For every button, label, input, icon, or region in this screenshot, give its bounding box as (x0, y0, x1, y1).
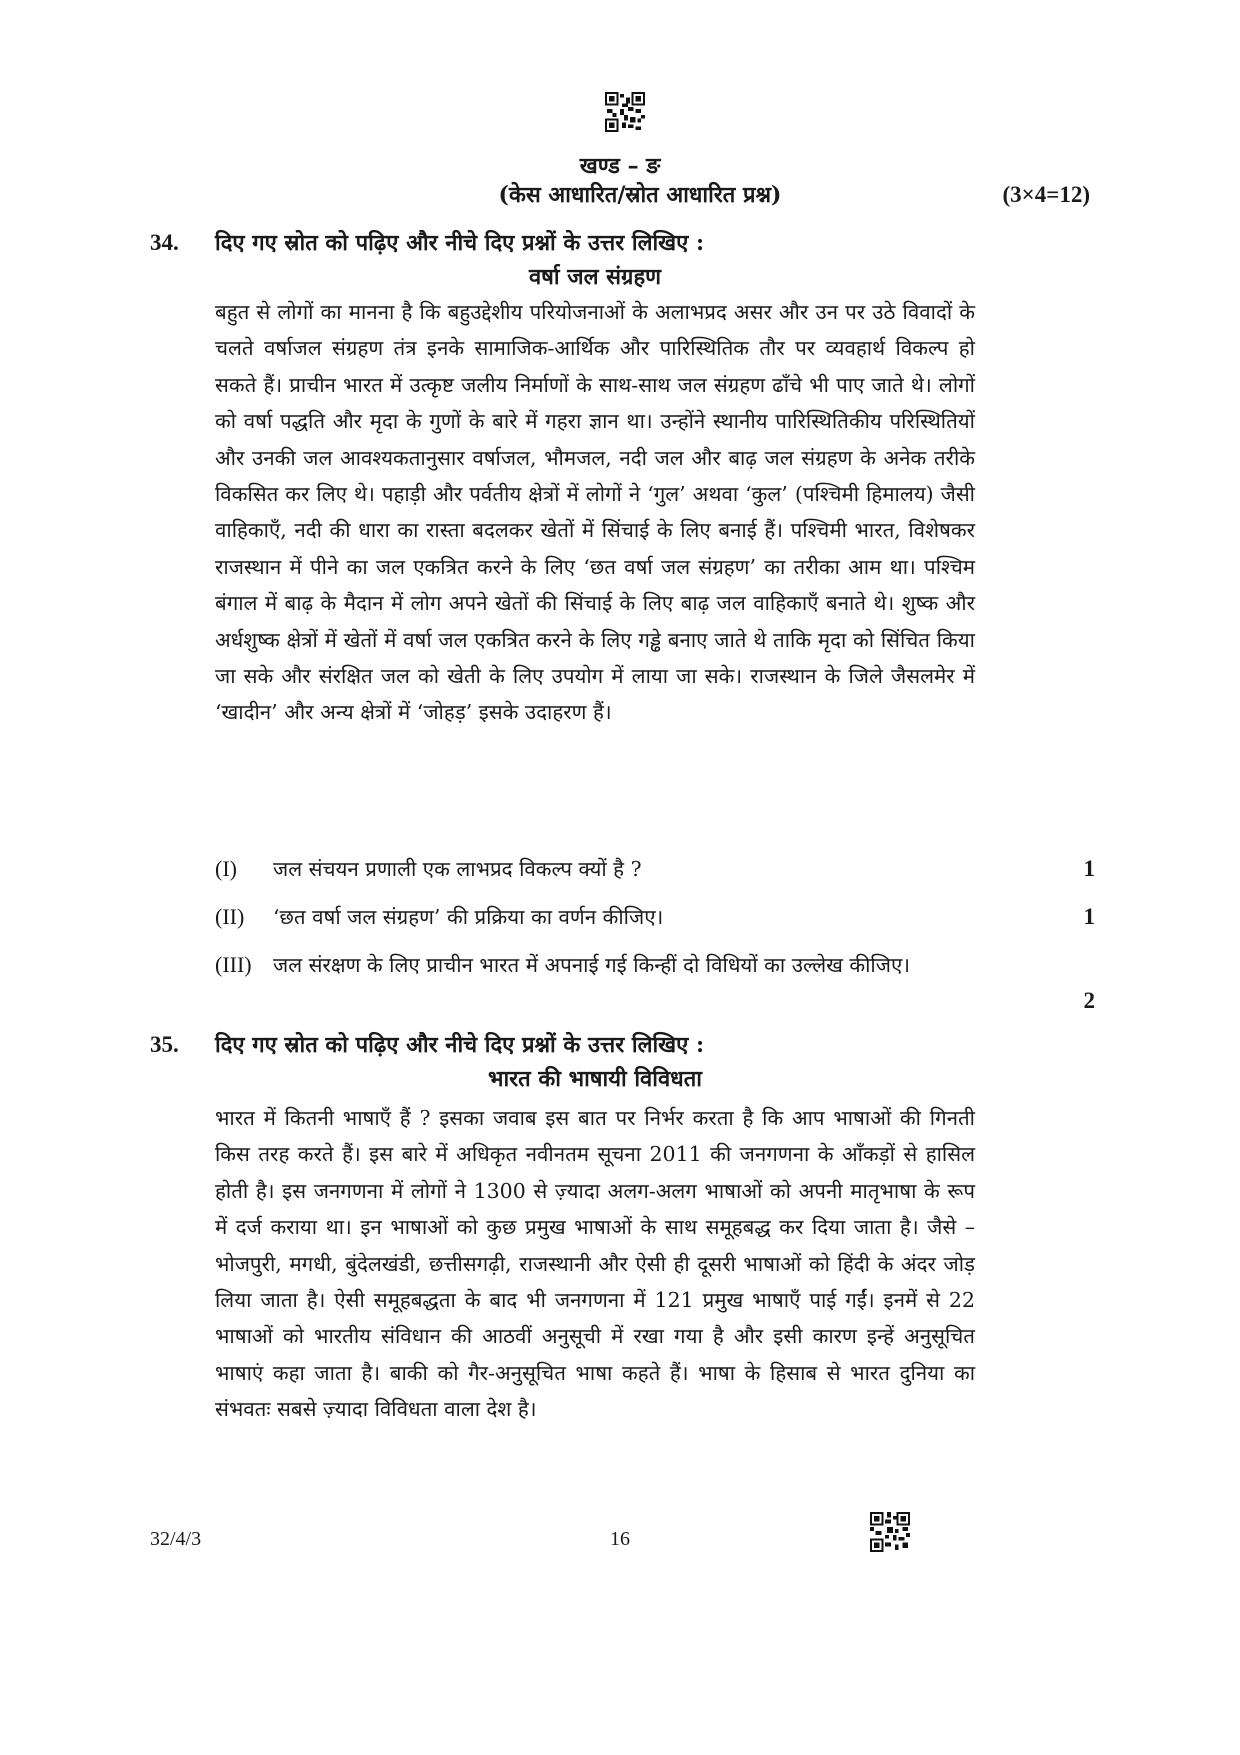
section-title: खण्ड – ङ (579, 153, 661, 179)
subquestion-marks: 1 (1083, 904, 1095, 929)
subquestion-text: जल संचयन प्रणाली एक लाभप्रद विकल्प क्यों है ? (273, 857, 642, 881)
question-34-instruction: दिए गए स्रोत को पढ़िए और नीचे दिए प्रश्नों के उत्तर लिखिए : (215, 230, 705, 256)
subquestion-number: (II) (215, 904, 245, 929)
question-34-passage-title: वर्षा जल संग्रहण (528, 264, 662, 290)
question-35-passage: भारत में कितनी भाषाएँ हैं ? इसका जवाब इस बात पर निर्भर करता है कि आप भाषाओं की गिनती किस तरह करते हैं। इस बारे में अधिकृत नवीनतम सूचना 2011 की जनगणना के आँकड़ों से हासिल होती है। इस जनगणना में लोगों ने 1300 से ज़्यादा अलग-अलग भाषाओं को अपनी मातृभाषा के रूप में दर्ज कराया था। इन भाषाओं को कुछ प्रमुख भाषाओं के साथ समूहबद्ध कर दिया जाता है। जैसे – भोजपुरी, मगधी, बुंदेलखंडी, छत्तीसगढ़ी, राजस्थानी और ऐसी ही दूसरी भाषाओं को हिंदी के अंदर जोड़ लिया जाता है। ऐसी समूहबद्धता के बाद भी जनगणना में 121 प्रमुख भाषाएँ पाई गईं। इनमें से 22 भाषाओं को भारतीय संविधान की आठवीं अनुसूची में रखा गया है और इसी कारण इन्हें अनुसूचित भाषाएं कहा जाता है। बाकी को गैर-अनुसूचित भाषा कहते हैं। भाषा के हिसाब से भारत दुनिया का संभवतः सबसे ज़्यादा विविधता वाला देश है। (215, 1106, 975, 1422)
question-34-subquestion-2 (215, 900, 1095, 934)
subquestion-marks: 2 (1083, 988, 1095, 1013)
section-subtitle: (केस आधारित/स्रोत आधारित प्रश्न) (498, 182, 782, 208)
page-number: 16 (610, 1528, 630, 1550)
subquestion-marks: 1 (1083, 856, 1095, 881)
subquestion-number: (III) (215, 952, 252, 977)
question-34-number: 34. (150, 230, 179, 255)
subquestion-text: जल संरक्षण के लिए प्राचीन भारत में अपनाई गई किन्हीं दो विधियों का उल्लेख कीजिए। (273, 953, 911, 977)
question-34-passage: बहुत से लोगों का मानना है कि बहुउद्देशीय परियोजनाओं के अलाभप्रद असर और उन पर उठे विवादों के चलते वर्षाजल संग्रहण तंत्र इनके सामाजिक-आर्थिक और पारिस्थितिक तौर पर व्यवहार्थ विकल्प हो सकते हैं। प्राचीन भारत में उत्कृष्ट जलीय निर्माणों के साथ-साथ जल संग्रहण ढाँचे भी पाए जाते थे। लोगों को वर्षा पद्धति और मृदा के गुणों के बारे में गहरा ज्ञान था। उन्होंने स्थानीय पारिस्थितिकीय परिस्थितियों और उनकी जल आवश्यकतानुसार वर्षाजल, भौमजल, नदी जल और बाढ़ जल संग्रहण के अनेक तरीके विकसित कर लिए थे। पहाड़ी और पर्वतीय क्षेत्रों में लोगों ने ‘गुल’ अथवा ‘कुल’ (पश्चिमी हिमालय) जैसी वाहिकाएँ, नदी की धारा का रास्ता बदलकर खेतों में सिंचाई के लिए बनाई हैं। पश्चिमी भारत, विशेषकर राजस्थान में पीने का जल एकत्रित करने के लिए ‘छत वर्षा जल संग्रहण’ का तरीका आम था। पश्चिम बंगाल में बाढ़ के मैदान में लोग अपने खेतों की सिंचाई के लिए बाढ़ जल वाहिकाएँ बनाते थे। शुष्क और अर्धशुष्क क्षेत्रों में खेतों में वर्षा जल एकत्रित करने के लिए गड्ढे बनाए जाते थे ताकि मृदा को सिंचित किया जा सके और संरक्षित जल को खेती के लिए उपयोग में लाया जा सके। राजस्थान के जिले जैसलमेर में ‘खादीन’ और अन्य क्षेत्रों में ‘जोहड़’ इसके उदाहरण हैं। (215, 300, 976, 725)
subquestion-text: ‘छत वर्षा जल संग्रहण’ की प्रक्रिया का वर्णन कीजिए। (273, 905, 664, 929)
question-34-subquestion-3 (215, 948, 1095, 1018)
qr-code-icon (870, 1512, 910, 1552)
subquestion-number: (I) (215, 856, 237, 881)
qr-code-icon (605, 92, 645, 132)
question-35-number: 35. (150, 1032, 179, 1057)
question-34-subquestion-1 (215, 852, 1095, 886)
question-35-instruction: दिए गए स्रोत को पढ़िए और नीचे दिए प्रश्नों के उत्तर लिखिए : (215, 1032, 705, 1058)
section-total-marks: (3×4=12) (1002, 182, 1090, 207)
paper-code: 32/4/3 (150, 1528, 202, 1550)
question-35-passage-title: भारत की भाषायी विविधता (488, 1066, 702, 1092)
